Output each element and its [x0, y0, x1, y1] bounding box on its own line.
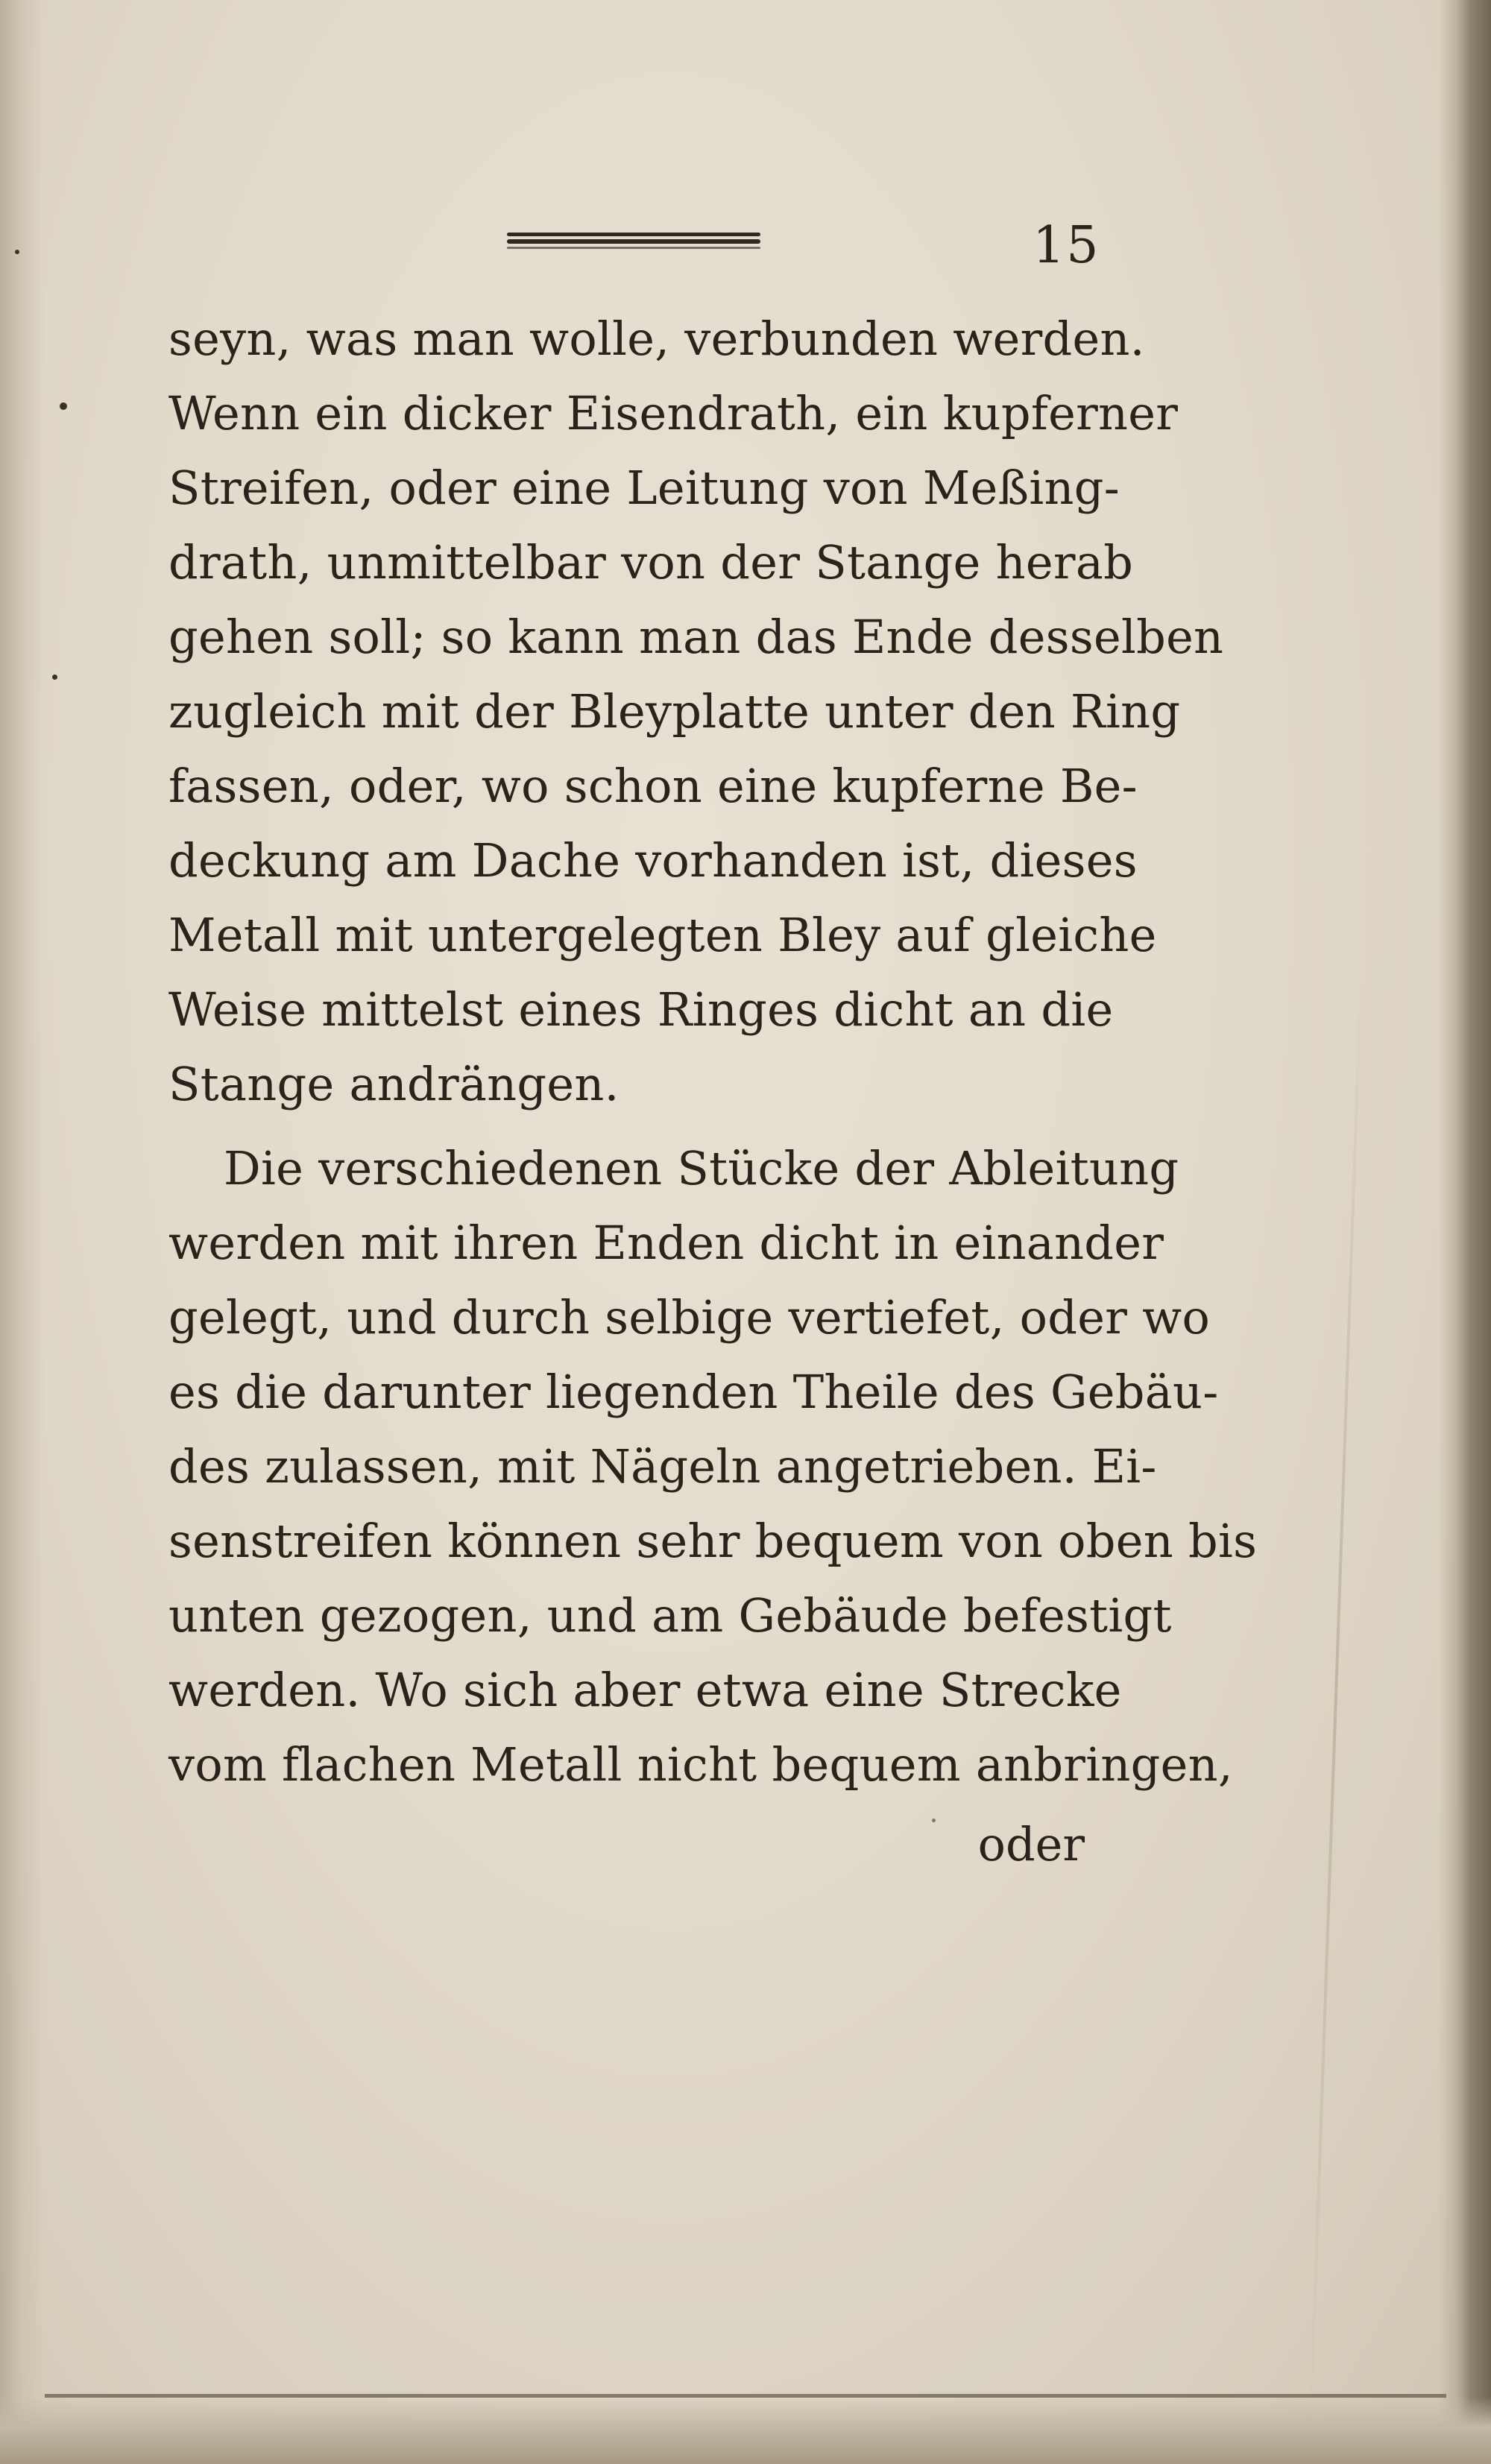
text-line: seyn, was man wolle, verbunden werden.	[168, 312, 1145, 366]
ink-speck	[60, 402, 67, 410]
text-line: werden. Wo sich aber etwa eine Strecke	[168, 1663, 1122, 1717]
header-rule	[507, 233, 760, 249]
text-line: Streifen, oder eine Leitung von Meßing-	[168, 461, 1120, 515]
text-line: des zulassen, mit Nägeln angetrieben. Ei-	[168, 1439, 1157, 1494]
text-line: es die darunter liegenden Theile des Gebäu-	[168, 1365, 1219, 1419]
text-line: unten gezogen, und am Gebäude befestigt	[168, 1588, 1172, 1643]
paper-crease	[1309, 970, 1363, 2422]
page-edge-bottom	[0, 2397, 1491, 2464]
ink-speck	[15, 250, 19, 254]
ink-speck	[932, 1819, 936, 1822]
text-line: Die verschiedenen Stücke der Ableitung	[224, 1141, 1179, 1195]
text-line: drath, unmittelbar von der Stange herab	[168, 535, 1134, 590]
gutter-shadow	[0, 0, 45, 2464]
text-line: Metall mit untergelegten Bley auf gleiche	[168, 908, 1157, 962]
text-line: werden mit ihren Enden dicht in einander	[168, 1216, 1164, 1270]
text-line: senstreifen können sehr bequem von oben bis	[168, 1514, 1258, 1568]
bottom-edge-line	[45, 2394, 1446, 2398]
page-edge-right	[1439, 0, 1491, 2464]
text-line: deckung am Dache vorhanden ist, dieses	[168, 833, 1138, 888]
page-number: 15	[1033, 216, 1100, 275]
text-line: fassen, oder, wo schon eine kupferne Be-	[168, 759, 1138, 813]
text-line: zugleich mit der Bleyplatte unter den Ring	[168, 684, 1181, 739]
text-line: gelegt, und durch selbige vertiefet, oder wo	[168, 1290, 1211, 1345]
text-line: gehen soll; so kann man das Ende desselben	[168, 610, 1224, 664]
catchword: oder	[977, 1817, 1085, 1871]
text-line: vom flachen Metall nicht bequem anbringen,	[168, 1737, 1233, 1792]
ink-speck	[52, 675, 57, 680]
text-line: Weise mittelst eines Ringes dicht an die	[168, 982, 1114, 1037]
text-line: Wenn ein dicker Eisendrath, ein kupferner	[168, 386, 1179, 440]
text-line: Stange andrängen.	[168, 1057, 620, 1111]
